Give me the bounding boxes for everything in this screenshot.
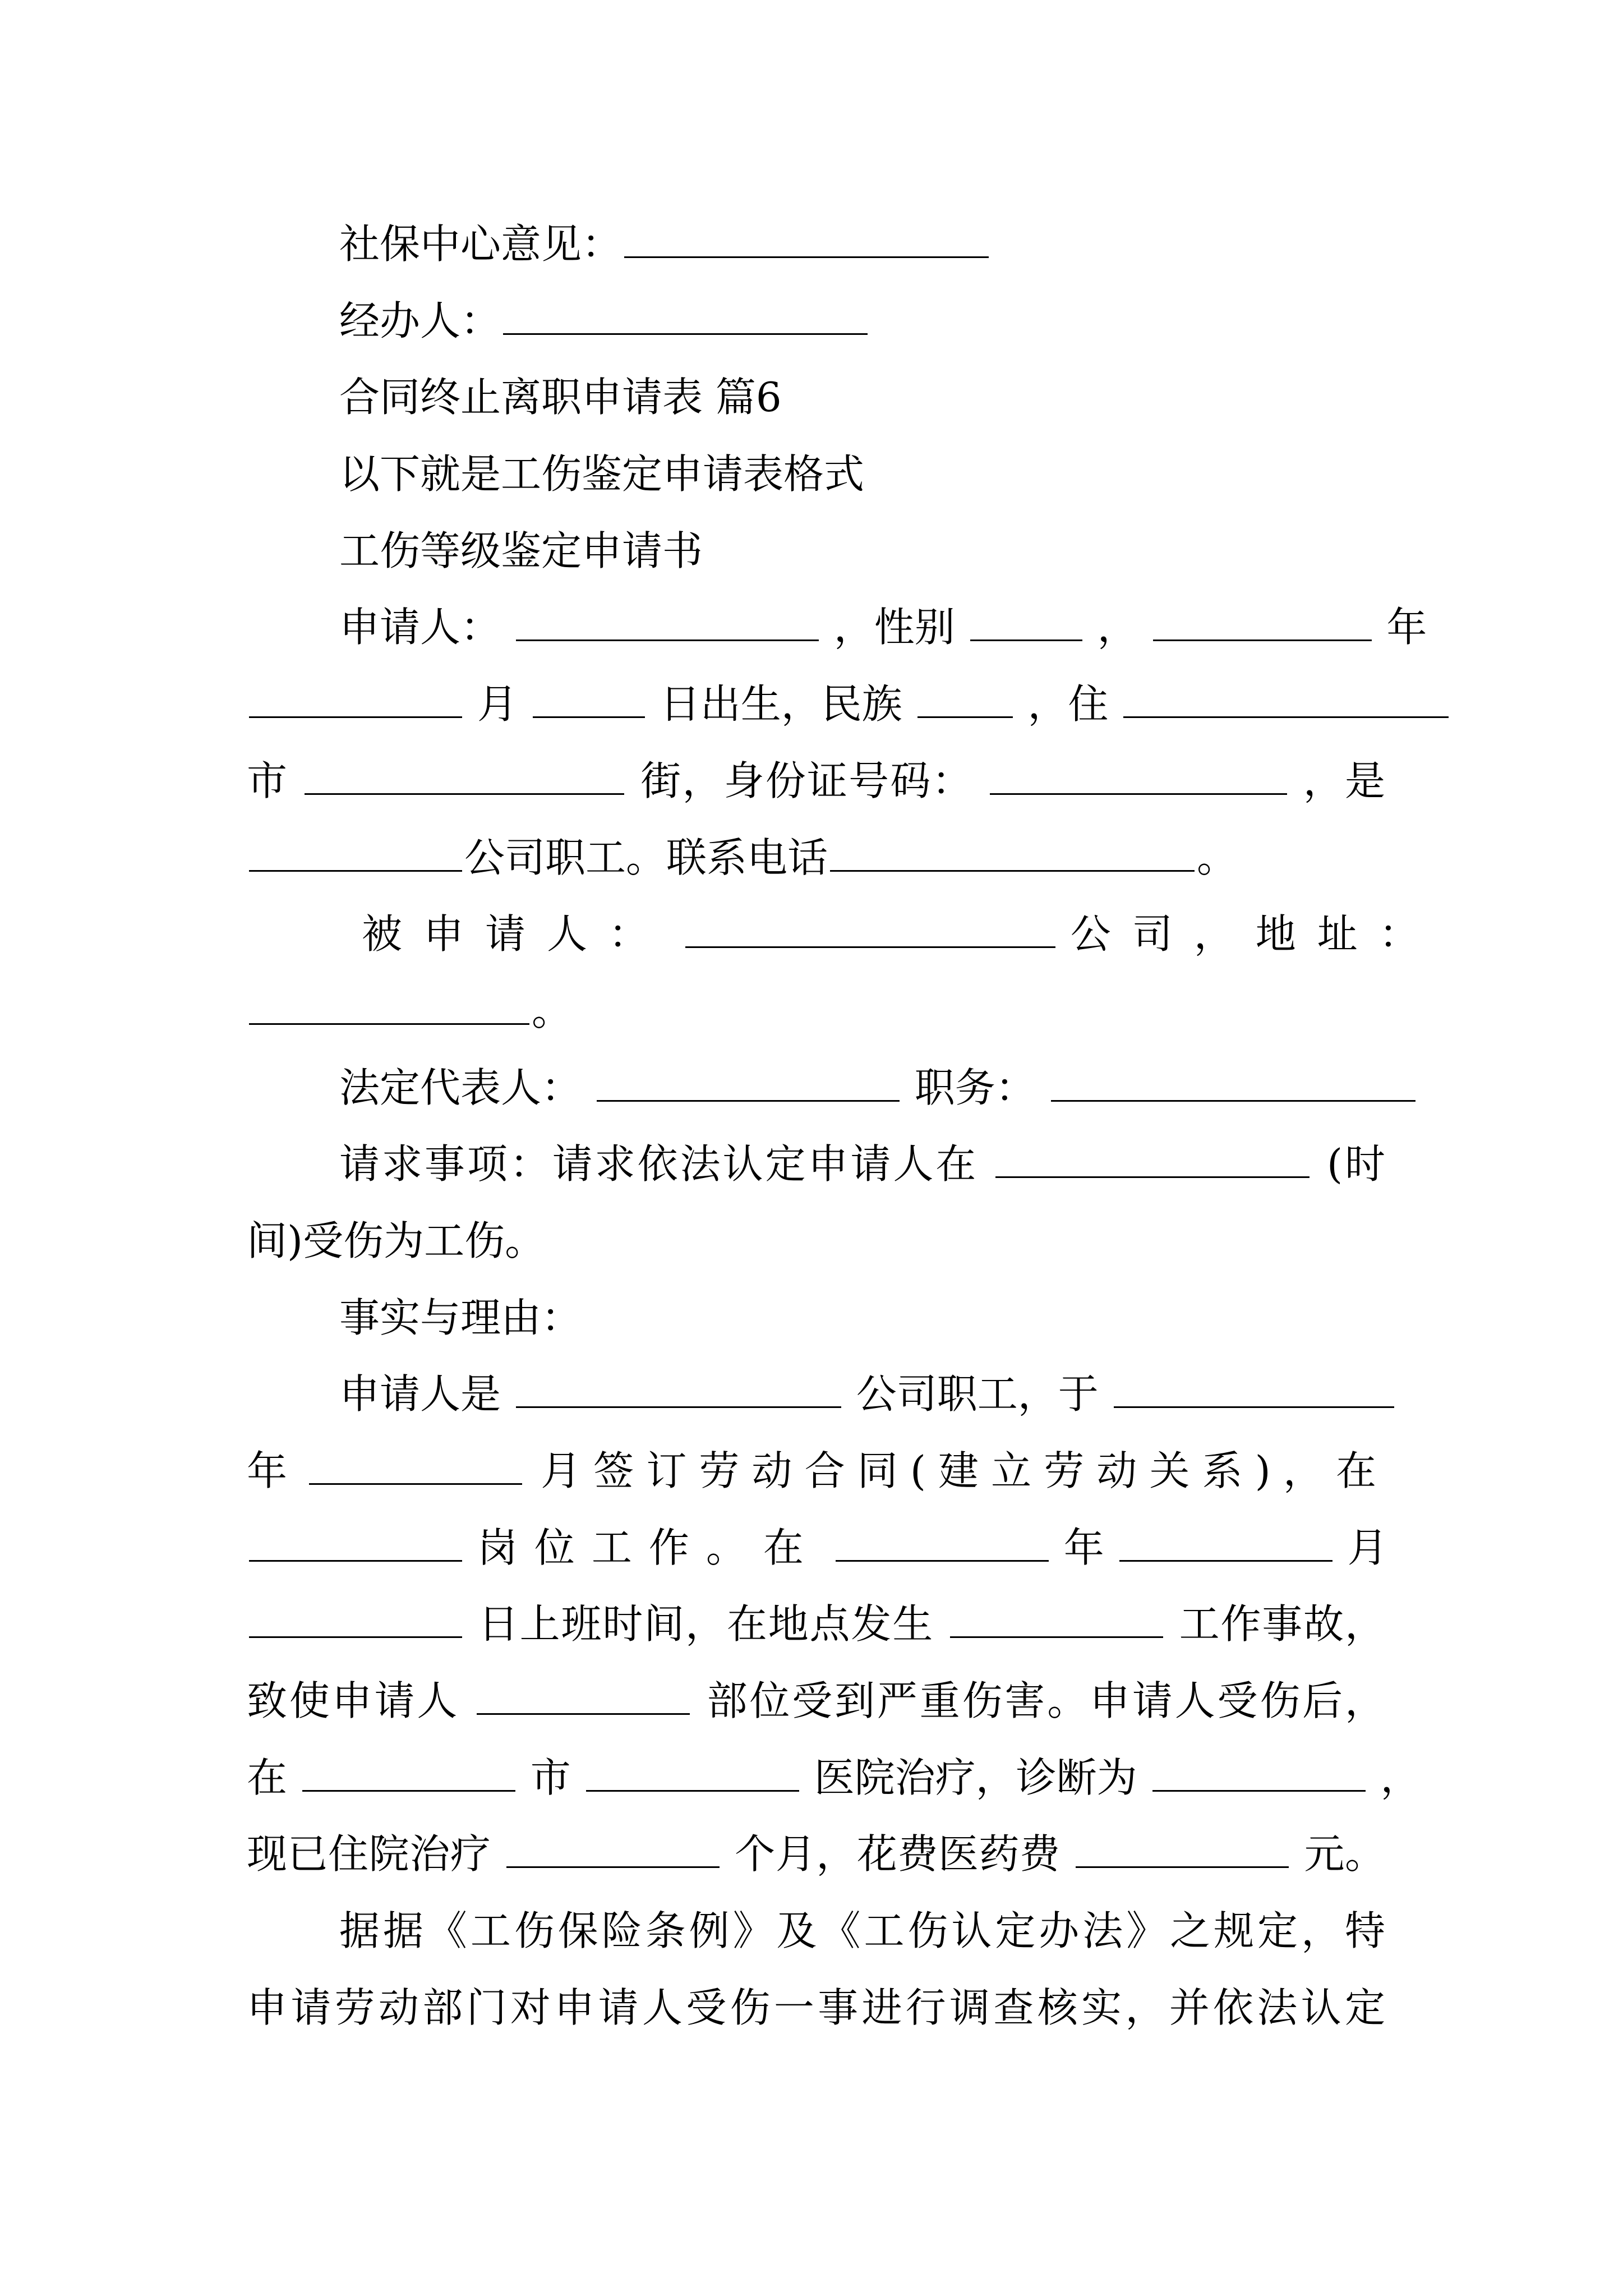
text-line [339,1366,1385,1422]
text-segment: ， [1380,1754,1421,1801]
text-segment: 工伤等级鉴定申请书 [339,527,703,574]
fill-blank [1051,1060,1415,1102]
text-line [339,1060,1385,1116]
text-line [339,216,1385,272]
text-segment: (时 [1326,1140,1385,1188]
text-segment: 申请劳动部门对申请人受伤一事进行调查核实，并依法认定 [247,1984,1385,2031]
text-segment: 日上班时间，在地点发生 [478,1600,934,1648]
fill-blank [1119,1520,1332,1562]
text-segment: 公司职工，于 [856,1370,1099,1418]
fill-blank [249,983,529,1025]
fill-blank [1153,599,1372,641]
fill-blank [305,753,624,795]
text-segment: 被申请人： [362,910,671,958]
text-segment: 月 [1347,1524,1388,1571]
fill-blank [917,676,1013,718]
text-line [339,1136,1385,1192]
fill-blank [830,830,1195,872]
text-segment: 事实与理由： [339,1294,582,1341]
fill-blank [249,830,462,872]
text-line [247,983,1385,1039]
text-line [339,446,1385,502]
text-segment: 申请人是 [339,1370,501,1418]
text-segment: 请求事项：请求依法认定申请人在 [339,1140,979,1188]
text-segment: 间)受伤为工伤。 [247,1217,546,1264]
fill-blank [516,599,819,641]
fill-blank [1152,1750,1366,1792]
fill-blank [302,1750,515,1792]
fill-blank [503,293,868,335]
text-line [247,753,1385,809]
text-segment: 年 [247,1447,291,1494]
text-segment: 法定代表人： [339,1064,582,1111]
text-segment: 岗位工作。在 [477,1524,820,1571]
fill-blank [477,1673,690,1715]
text-line [247,1673,1385,1729]
text-segment: 医院治疗，诊断为 [814,1754,1137,1801]
fill-blank [516,1366,841,1408]
text-segment: ， [1097,604,1138,651]
text-segment: 职务： [914,1064,1036,1111]
fill-blank [506,1826,720,1868]
text-segment: 市 [530,1754,571,1801]
document-title [339,523,1385,579]
text-segment: 。 [1197,834,1238,881]
fill-blank [995,1136,1310,1178]
fill-blank [970,599,1082,641]
text-line [247,1596,1385,1652]
fill-blank [950,1596,1163,1638]
text-line [339,599,1427,655]
text-segment: 社保中心意见： [339,220,623,268]
fill-blank [685,906,1055,948]
text-segment: ，是 [1303,757,1385,804]
fill-blank [1076,1826,1289,1868]
text-segment: 月签订劳动合同(建立劳动关系)，在 [541,1447,1385,1494]
fill-blank [249,1596,462,1638]
fill-blank [990,753,1287,795]
text-line [339,293,1385,349]
text-segment: 以下就是工伤鉴定申请表格式 [339,450,865,498]
text-segment: 个月，花费医药费 [735,1830,1061,1878]
fill-blank [597,1060,900,1102]
text-line [247,1520,1388,1576]
fill-blank [249,676,462,718]
text-line [339,1290,1385,1346]
text-segment: 经办人： [339,297,501,344]
fill-blank [1123,676,1449,718]
text-line [362,906,1441,962]
text-segment: 。 [532,987,573,1034]
text-line [247,830,1385,886]
text-line [339,1903,1385,1959]
text-segment: 申请人： [339,604,501,651]
text-segment: 现已住院治疗 [247,1830,491,1878]
fill-blank [624,216,989,258]
text-segment: 公司职工。联系电话 [464,834,828,881]
text-segment: ，住 [1027,680,1109,728]
fill-blank [836,1520,1049,1562]
text-line [247,1213,1385,1269]
text-segment: 在 [247,1754,288,1801]
fill-blank [586,1750,799,1792]
text-segment: 月 [477,680,518,728]
text-line [247,676,1385,732]
section-title [339,369,1385,425]
text-line [247,1750,1421,1806]
text-segment: 元。 [1304,1830,1385,1878]
fill-blank [533,676,645,718]
text-segment: ，性别 [833,604,955,651]
text-segment: 市 [247,757,289,804]
text-segment: 公司，地址： [1070,910,1441,958]
fill-blank [309,1443,522,1485]
text-line [247,1980,1385,2036]
text-segment: 日出生，民族 [660,680,902,728]
text-segment: 年 [1386,604,1427,651]
fill-blank [249,1520,462,1562]
text-line [247,1826,1385,1882]
text-segment: 致使申请人 [247,1677,460,1724]
text-segment: 合同终止离职申请表 篇6 [339,374,782,421]
text-line [247,1443,1385,1499]
text-segment: 据据《工伤保险条例》及《工伤认定办法》之规定，特 [339,1907,1385,1954]
text-segment: 部位受到严重伤害。申请人受伤后， [707,1677,1385,1724]
text-segment: 工作事故， [1179,1600,1386,1648]
text-segment: 年 [1063,1524,1104,1571]
text-segment: 街，身份证号码： [640,757,974,804]
fill-blank [1114,1366,1394,1408]
